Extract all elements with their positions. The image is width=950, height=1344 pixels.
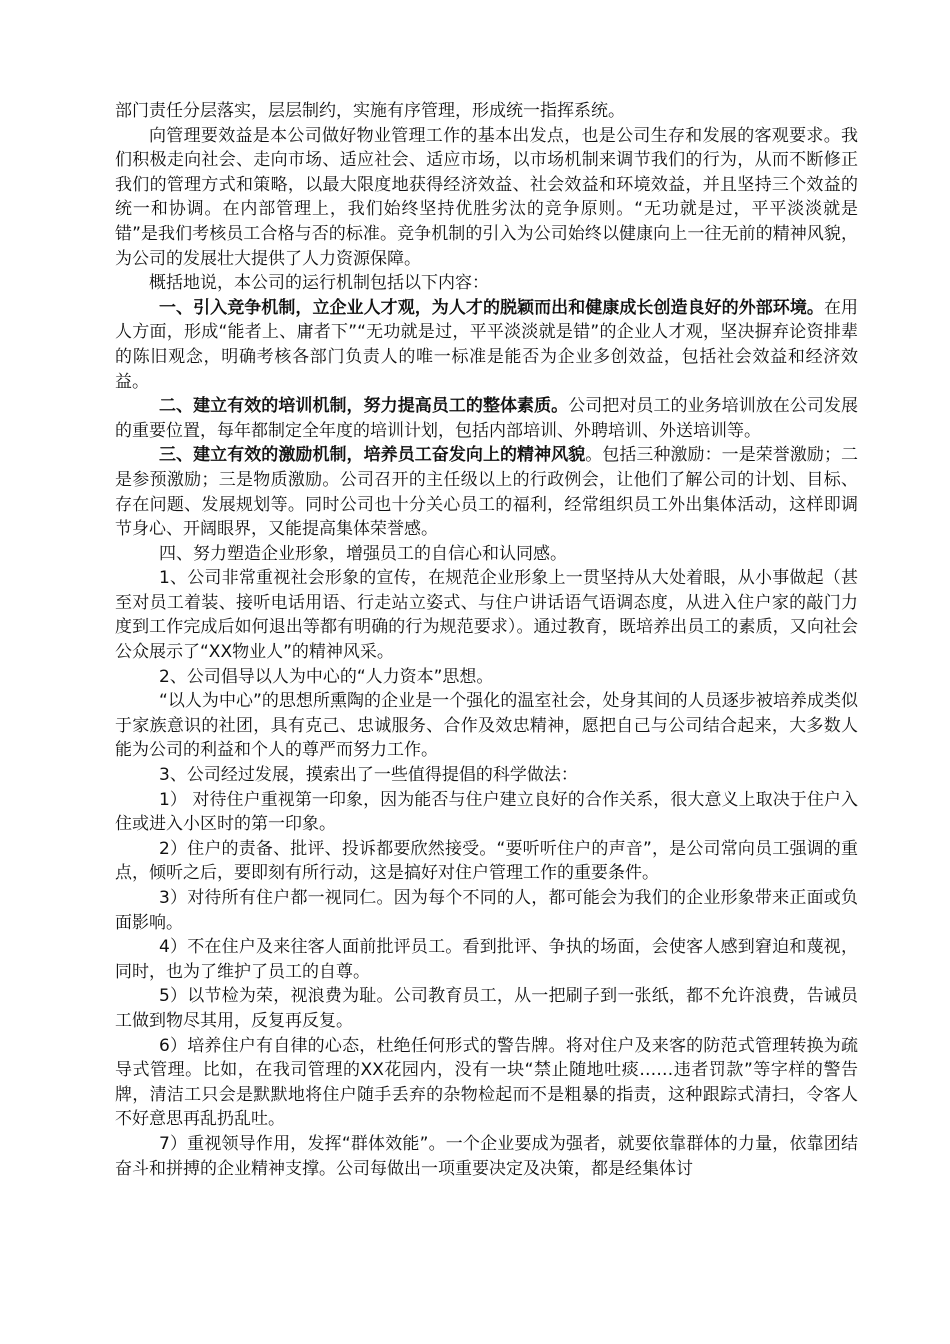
paragraph-practice-7: 7）重视领导作用，发挥“群体效能”。一个企业要成为强者，就要依靠群体的力量，依靠团结奋斗和拼搏的企业精神支撑。公司每做出一项重要决定及决策，都是经集体讨 [115,1133,858,1179]
heading-training: 二、建立有效的培训机制，努力提高员工的整体素质。 [159,396,569,417]
paragraph-training-mechanism [115,394,858,443]
paragraph-practice-2: 2）住户的责备、批评、投诉都要欣然接受。“要听听住户的声音”，是公司常向员工强调的重点，倾听之后，要即刻有所行动，这是搞好对住户管理工作的重要条件。 [115,838,858,884]
paragraph-item-3: 3、公司经过发展，摸索出了一些值得提倡的科学做法： [159,765,578,786]
paragraph-people-centered: “以人为中心”的思想所熏陶的企业是一个强化的温室社会，处身其间的人员逐步被培养成类似于家族意识的社团，具有克己、忠诚服务、合作及效忠精神，愿把自己与公司结合起来，大多数人能为公司的利益和个人的尊严而努力工作。 [115,691,858,761]
paragraph-system: 部门责任分层落实，层层制约，实施有序管理，形成统一指挥系统。 [115,101,625,121]
paragraph-summary-intro: 概括地说，本公司的运行机制包括以下内容： [149,273,489,294]
paragraph-item-2: 2、公司倡导以人为中心的“人力资本”思想。 [159,666,494,687]
paragraph-practice-4: 4）不在住户及来往客人面前批评员工。看到批评、争执的场面，会使客人感到窘迫和蔑视，同时，也为了维护了员工的自尊。 [115,937,858,982]
paragraph-incentive-body: 。包括三种激励：一是荣誉激励；二是参预激励；三是物质激励。公司召开的主任级以上的行政例会，让他们了解公司的计划、目标、存在问题、发展规划等。同时公司也十分关心员工的福利，经常组织员工外出集体活动，这样即调节身心、开阔眼界，又能提高集体荣誉感。 [115,445,858,540]
paragraph-incentive-mechanism [115,443,858,541]
paragraph-item-1: 1、公司非常重视社会形象的宣传，在规范企业形象上一贯坚持从大处着眼，从小事做起（甚至对员工着装、接听电话用语、行走站立姿式、与住户讲话语气语调态度，从进入住户家的敲门力度到工作完成后如何退出等都有明确的行为规范要求）。通过教育，既培养出员工的素质，又向社会公众展示了“XX物业人”的精神风采。 [115,568,858,663]
paragraph-competition-body: 在用人方面，形成“能者上、庸者下”“无功就是过，平平淡淡就是错”的企业人才观，坚决摒弃论资排辈的陈旧观念，明确考核各部门负责人的唯一标准是能否为企业多创效益，包括社会效益和经济效益。 [115,297,859,392]
paragraph-practice-1: 1） 对待住户重视第一印象，因为能否与住户建立良好的合作关系，很大意义上取决于住户入住或进入小区时的第一印象。 [115,789,858,835]
paragraph-management-efficiency: 向管理要效益是本公司做好物业管理工作的基本出发点，也是公司生存和发展的客观要求。我们积极走向社会、走向市场、适应社会、适应市场，以市场机制来调节我们的行为，从而不断修正我们的管理方式和策略，以最大限度地获得经济效益、社会效益和环境效益，并且坚持三个效益的统一和协调。在内部管理上，我们始终坚持优胜劣汰的竞争原则。“无功就是过，平平淡淡就是错”是我们考核员工合格与否的标准。竞争机制的引入为公司始终以健康向上一往无前的精神风貌，为公司的发展壮大提供了人力资源保障。 [115,125,858,269]
paragraph-practice-6: 6）培养住户有自律的心态，杜绝任何形式的警告牌。将对住户及来客的防范式管理转换为疏导式管理。比如，在我司管理的XX花园内，没有一块“禁止随地吐痰……违者罚款”等字样的警告牌，清洁工只会是默默地将住户随手丢弃的杂物检起而不是粗暴的指责，这种跟踪式清扫，令客人不好意思再乱扔乱吐。 [115,1035,858,1130]
paragraph-corporate-image: 四、努力塑造企业形象，增强员工的自信心和认同感。 [159,543,567,564]
paragraph-training-body: 公司把对员工的业务培训放在公司发展的重要位置，每年都制定全年度的培训计划，包括内部培训、外聘培训、外送培训等。 [115,396,859,441]
heading-competition: 一、引入竞争机制，立企业人才观，为人才的脱颖而出和健康成长创造良好的外部环境。 [159,297,824,318]
heading-incentive: 三、建立有效的激励机制，培养员工奋发向上的精神风貌 [159,445,586,466]
document-page [115,99,858,1181]
paragraph-practice-5: 5）以节检为荣，视浪费为耻。公司教育员工，从一把刷子到一张纸，都不允许浪费，告诫员工做到物尽其用，反复再反复。 [115,986,858,1031]
paragraph-competition-mechanism [115,296,858,394]
paragraph-practice-3: 3）对待所有住户都一视同仁。因为每个不同的人，都可能会为我们的企业形象带来正面或负面影响。 [115,888,858,933]
